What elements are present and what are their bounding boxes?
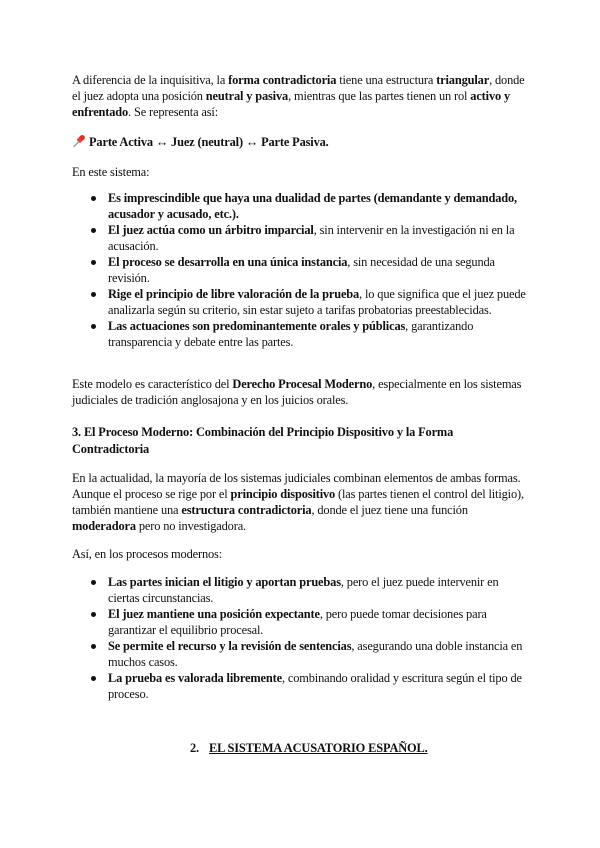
list-item <box>72 254 530 286</box>
text-run: , sin necesidad de una segunda revisión. <box>108 255 495 285</box>
text-run: . Se representa así: <box>128 105 218 119</box>
list-item <box>72 190 530 222</box>
text-run: , especialmente en los sistemas judiciales de tradición anglosajona y en los juicios orales. <box>72 377 522 407</box>
text-run: A diferencia de la inquisitiva, la <box>72 73 229 87</box>
bold-run: Las actuaciones son predominantemente orales y públicas <box>108 319 406 333</box>
text-run: (las partes tienen el control del litigio), también mantiene una <box>72 487 524 517</box>
list-item <box>72 222 530 254</box>
bold-run: moderadora <box>72 519 136 533</box>
bold-run: Rige el principio de libre valoración de la prueba <box>108 287 360 301</box>
list-item <box>72 670 530 702</box>
modern-process-paragraph <box>72 470 530 534</box>
chapter-heading <box>190 740 428 756</box>
text-run: , lo que significa que el juez puede analizarla según su criterio, sin estar sujeto a tarifas probatorias preestablecidas. <box>108 287 526 317</box>
list-item <box>72 318 530 350</box>
text-run: pero no investigadora. <box>135 519 246 533</box>
scheme-text: Parte Activa ↔ Juez (neutral) ↔ Parte Pasiva. <box>89 135 329 149</box>
chapter-title: EL SISTEMA ACUSATORIO ESPAÑOL. <box>209 741 428 755</box>
text-run: Este modelo es característico del <box>72 377 233 391</box>
bold-run: neutral y pasiva <box>205 89 289 103</box>
bold-run: Las partes inician el litigio y aportan pruebas <box>108 575 341 589</box>
bold-run: forma contradictoria <box>228 73 337 87</box>
list-item <box>72 606 530 638</box>
section-heading: 3. El Proceso Moderno: Combinación del Principio Dispositivo y la Forma Contradictoria <box>72 425 454 456</box>
bold-run: La prueba es valorada libremente <box>108 671 282 685</box>
text-run: , pero puede tomar decisiones para garantizar el equilibrio procesal. <box>108 607 487 637</box>
text-run: En la actualidad, la mayoría de los sistemas judiciales combinan elementos de ambas formas. Aunque el proceso se rige por el <box>72 471 521 501</box>
bold-run: principio dispositivo <box>230 487 336 501</box>
intro-sentence: Así, en los procesos modernos: <box>72 547 223 561</box>
text-run: , combinando oralidad y escritura según el tipo de proceso. <box>108 671 522 701</box>
bold-run: activo y enfrentado <box>72 89 511 119</box>
bold-run: El proceso se desarrolla en una única instancia <box>108 255 348 269</box>
text-run: , donde el juez tiene una función <box>311 503 468 517</box>
text-run: , pero el juez puede intervenir en ciertas circunstancias. <box>108 575 499 605</box>
bold-run: Derecho Procesal Moderno <box>232 377 373 391</box>
list-item <box>72 286 530 318</box>
model-paragraph <box>72 376 530 408</box>
characteristics-list <box>72 190 530 350</box>
pushpin-icon <box>72 134 86 148</box>
text-run: , asegurando una doble instancia en muchos casos. <box>108 639 523 669</box>
text-run: tiene una estructura <box>336 73 437 87</box>
bold-run: Es imprescindible que haya una dualidad de partes (demandante y demandado, acusador y acusado, etc.). <box>108 191 518 221</box>
bold-run: El juez actúa como un árbitro imparcial <box>108 223 314 237</box>
text-run: , donde el juez adopta una posición <box>72 73 525 103</box>
intro-paragraph <box>72 72 530 120</box>
text-run: , mientras que las partes tienen un rol <box>288 89 471 103</box>
text-run: , garantizando transparencia y debate entre las partes. <box>108 319 474 349</box>
list-item <box>72 638 530 670</box>
modern-features-list <box>72 574 530 702</box>
bold-run: Se permite el recurso y la revisión de sentencias <box>108 639 352 653</box>
bold-run: estructura contradictoria <box>181 503 312 517</box>
list-item <box>72 574 530 606</box>
text-run: , sin intervenir en la investigación ni en la acusación. <box>108 223 515 253</box>
intro-sentence: En este sistema: <box>72 165 150 179</box>
scheme-line <box>72 132 530 150</box>
bold-run: El juez mantiene una posición expectante <box>108 607 320 621</box>
chapter-number: 2. <box>190 741 199 755</box>
bold-run: triangular <box>436 73 490 87</box>
